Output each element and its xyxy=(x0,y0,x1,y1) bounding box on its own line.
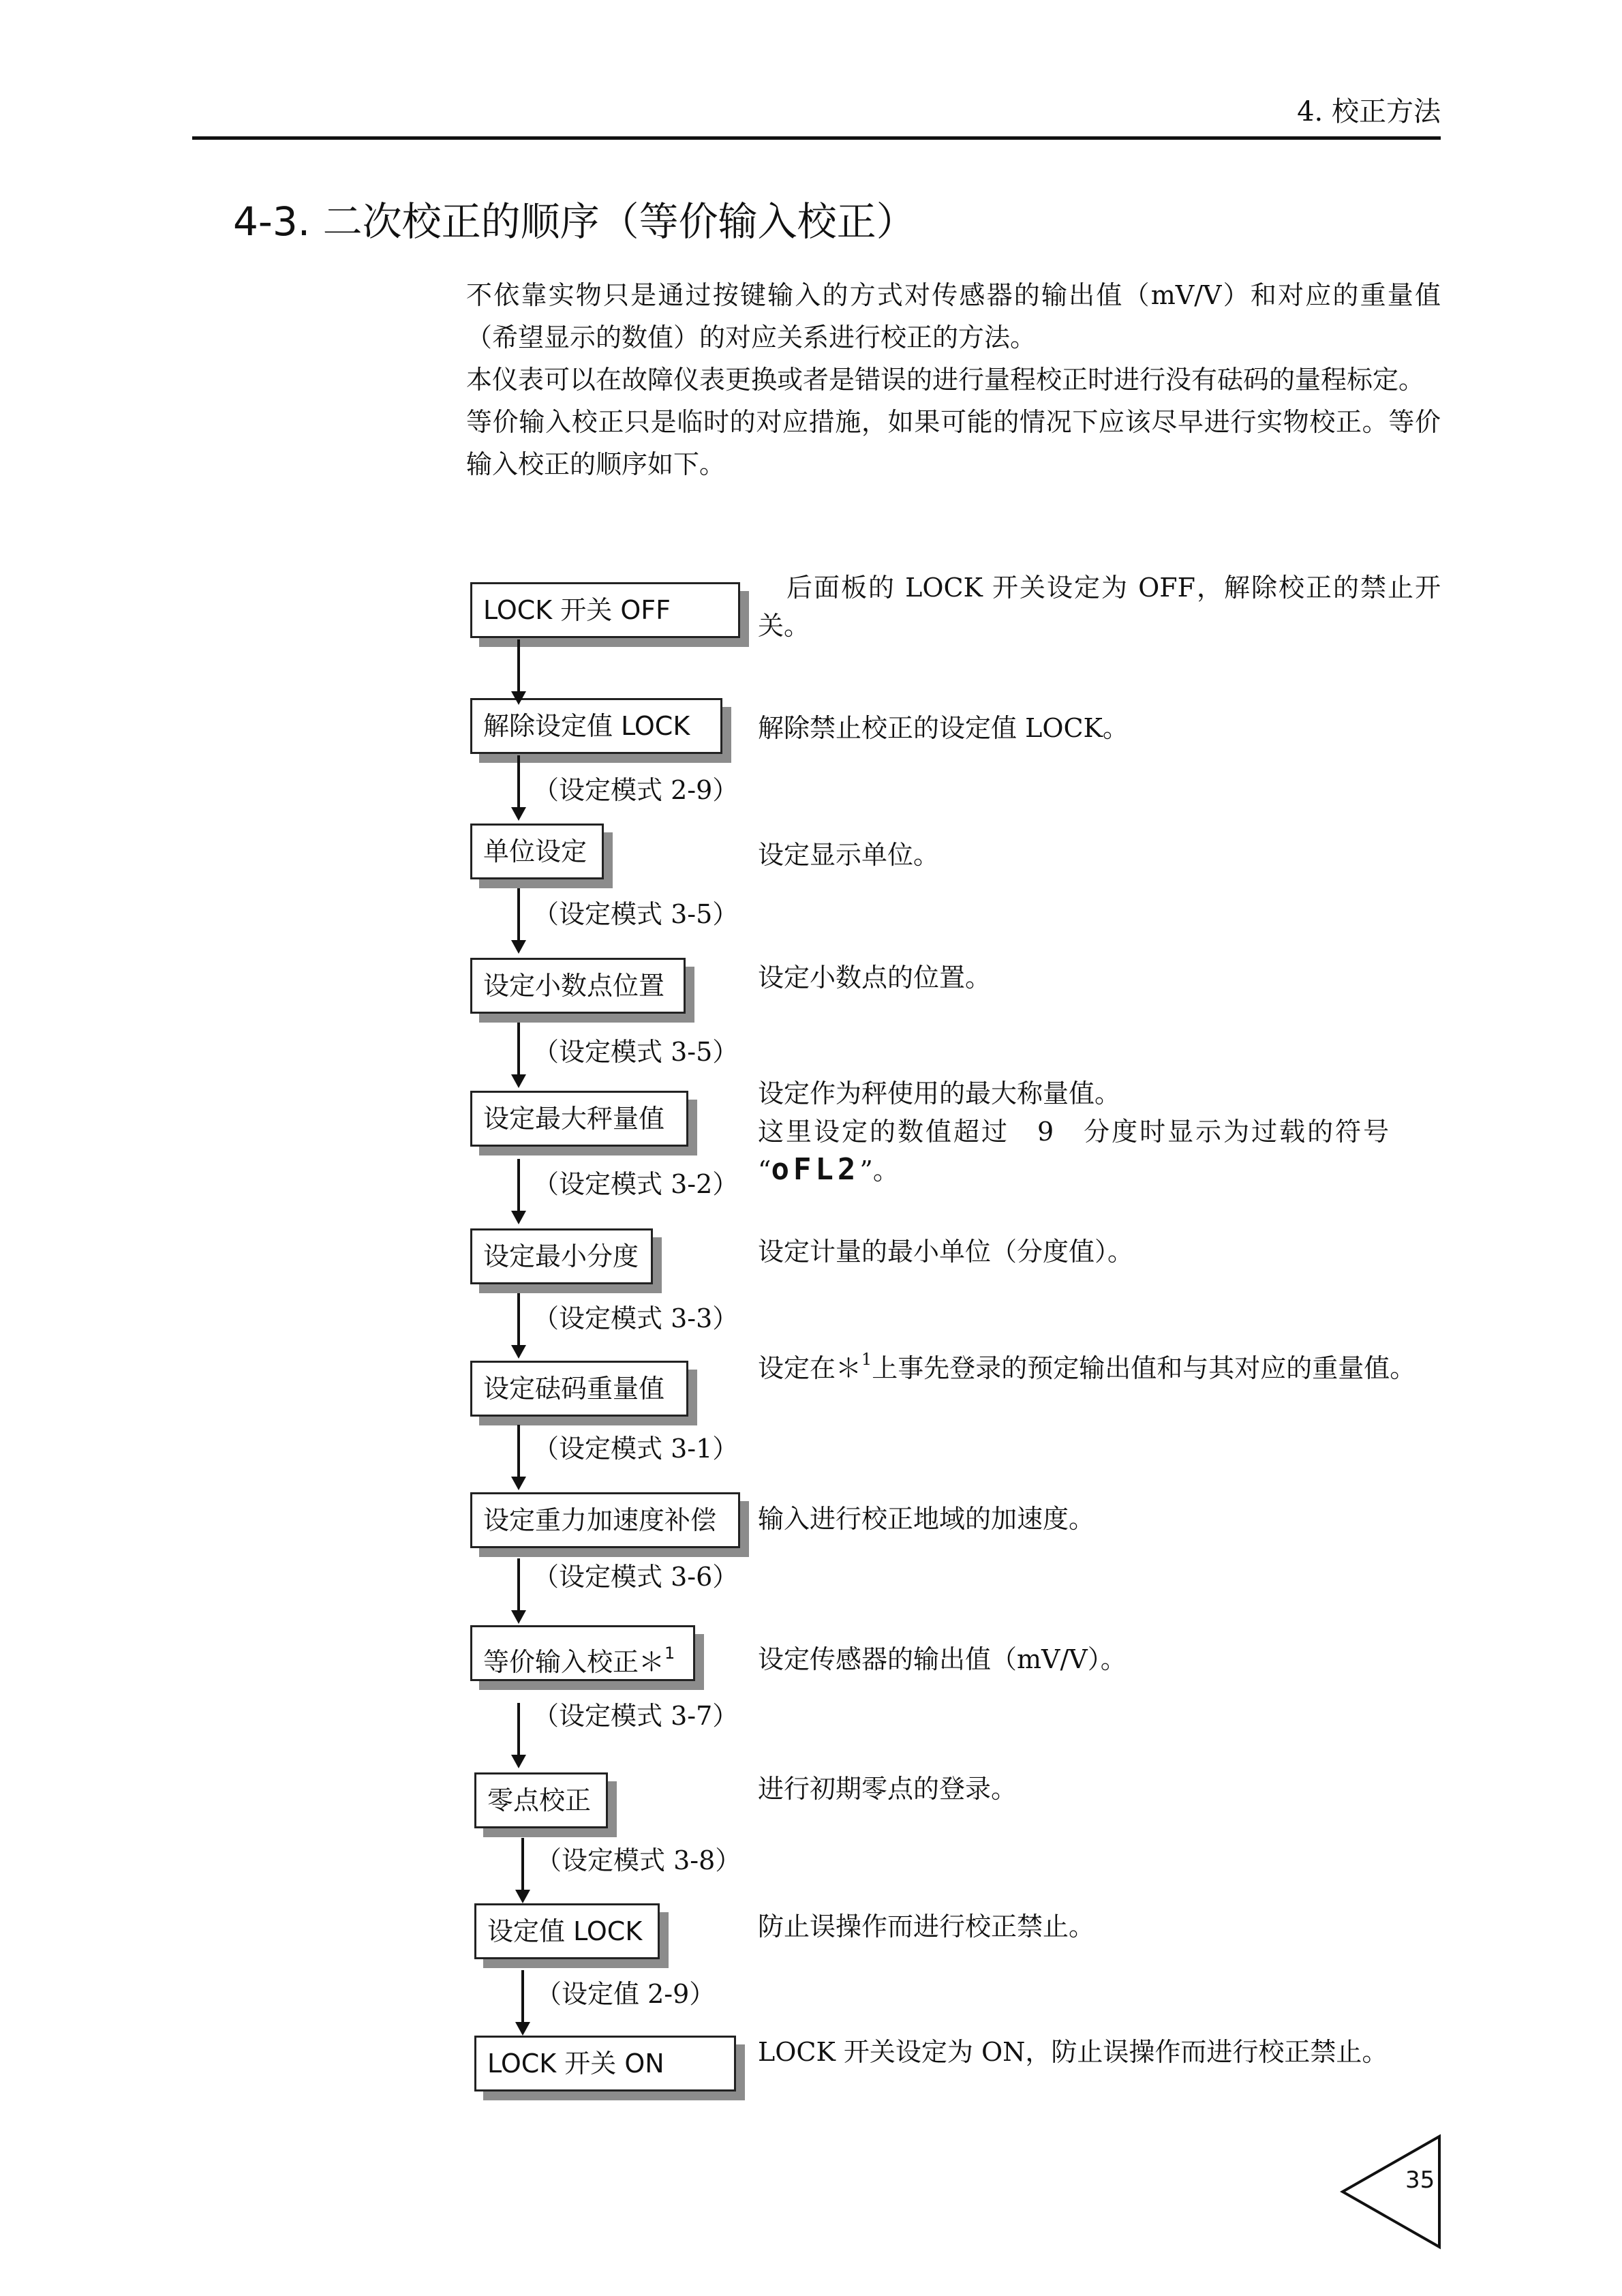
flow-arrow xyxy=(511,1023,526,1088)
flow-step-description: LOCK 开关设定为 ON，防止误操作而进行校正禁止。 xyxy=(758,2037,1388,2067)
flow-transition-label: （设定模式 3-5） xyxy=(533,1037,739,1067)
flow-step-description: 设定传感器的输出值（mV/V）。 xyxy=(758,1644,1127,1674)
overload-symbol: oFL2 xyxy=(771,1152,860,1187)
flow-transition-label: （设定模式 3-1） xyxy=(533,1434,739,1464)
flow-step-release-setting-lock xyxy=(470,698,722,754)
description-text: 上事先登录的预定输出值和与其对应的重量值。 xyxy=(872,1353,1416,1383)
flow-arrow xyxy=(511,755,526,821)
flow-arrow xyxy=(511,1558,526,1624)
flow-step-description-line: 这里设定的数值超过 9 分度时显示为过载的符号 xyxy=(758,1117,1392,1147)
flow-step-description: 解除禁止校正的设定值 LOCK。 xyxy=(758,713,1129,743)
flow-arrow xyxy=(511,1293,526,1359)
flow-step-label: 设定最大秤量值 xyxy=(483,1104,665,1134)
flow-step-description: 设定计量的最小单位（分度值）。 xyxy=(758,1237,1134,1267)
flow-arrow xyxy=(511,1703,526,1768)
flow-step-label: 单位设定 xyxy=(483,836,587,866)
flow-transition-label: （设定模式 3-6） xyxy=(533,1562,739,1592)
flow-step-label: LOCK 开关 ON xyxy=(487,2049,664,2079)
flow-arrow xyxy=(511,1159,526,1224)
flow-step-label: 等价输入校正＊ xyxy=(483,1647,665,1677)
flow-step-unit-setting xyxy=(470,824,604,879)
intro-paragraph: 等价输入校正只是临时的对应措施，如果可能的情况下应该尽早进行实物校正。等价输入校正的顺序如下。 xyxy=(466,407,1441,479)
chapter-title: 4. 校正方法 xyxy=(1297,96,1441,127)
flow-step-label: 设定砝码重量值 xyxy=(483,1374,665,1404)
flow-arrow xyxy=(515,1838,530,1903)
flow-step-label: 设定最小分度 xyxy=(483,1241,639,1271)
flow-step-label: 设定值 LOCK xyxy=(487,1916,643,1946)
flow-arrow xyxy=(511,639,526,705)
quote-open: “ xyxy=(758,1155,771,1185)
description-text: 设定在＊ xyxy=(758,1353,862,1383)
flow-step-gravity-compensation xyxy=(470,1492,740,1548)
flow-step-zero-calibration xyxy=(474,1772,608,1828)
flow-step-label: 设定小数点位置 xyxy=(483,971,665,1001)
flow-step-description: 后面板的 LOCK 开关设定为 OFF，解除校正的禁止开关。 xyxy=(758,573,1441,641)
flow-step-lock-switch-off xyxy=(470,582,740,638)
flow-arrow xyxy=(515,1970,530,2036)
flow-step-description: 进行初期零点的登录。 xyxy=(758,1774,1017,1804)
quote-close: ”。 xyxy=(859,1155,899,1185)
flow-step-description: 设定显示单位。 xyxy=(758,840,940,870)
flow-transition-label: （设定模式 3-3） xyxy=(533,1303,739,1333)
header-rule xyxy=(192,136,1441,140)
flow-step-description: 防止误操作而进行校正禁止。 xyxy=(758,1912,1095,1942)
flow-transition-label: （设定模式 3-7） xyxy=(533,1701,739,1731)
flow-step-description xyxy=(758,1074,1441,1190)
flow-transition-label: （设定值 2-9） xyxy=(536,1979,716,2009)
intro-paragraph: 本仪表可以在故障仪表更换或者是错误的进行量程校正时进行没有砝码的量程标定。 xyxy=(466,365,1425,395)
flow-step-description xyxy=(758,1340,1441,1387)
flow-step-min-division xyxy=(470,1228,653,1284)
flow-step-weight-value xyxy=(470,1361,688,1417)
flow-step-lock-switch-on xyxy=(474,2036,736,2091)
flow-step-label: LOCK 开关 OFF xyxy=(483,595,671,625)
flow-transition-label: （设定模式 3-2） xyxy=(533,1169,739,1199)
flow-transition-label: （设定模式 3-8） xyxy=(536,1845,741,1875)
flow-step-label: 解除设定值 LOCK xyxy=(483,711,690,741)
section-title: 4-3. 二次校正的顺序（等价输入校正） xyxy=(233,198,916,245)
flow-step-description-line: 设定作为秤使用的最大称量值。 xyxy=(758,1078,1121,1108)
flow-step-max-capacity xyxy=(470,1091,688,1147)
intro-text xyxy=(466,274,1441,485)
flow-transition-label: （设定模式 2-9） xyxy=(533,775,739,805)
flow-arrow xyxy=(511,1425,526,1490)
flow-step-description: 设定小数点的位置。 xyxy=(758,963,992,993)
flow-step-label: 设定重力加速度补偿 xyxy=(483,1505,717,1535)
footnote-marker: 1 xyxy=(861,1350,872,1369)
flow-step-description-line xyxy=(758,1151,1441,1190)
flow-step-setting-lock xyxy=(474,1903,660,1959)
flow-transition-label: （设定模式 3-5） xyxy=(533,899,739,929)
intro-paragraph: 不依靠实物只是通过按键输入的方式对传感器的输出值（mV/V）和对应的重量值（希望显示的数值）的对应关系进行校正的方法。 xyxy=(466,280,1441,352)
flow-step-label: 零点校正 xyxy=(487,1785,592,1815)
flow-step-decimal-point xyxy=(470,958,686,1014)
flow-step-description: 输入进行校正地域的加速度。 xyxy=(758,1504,1095,1534)
flow-step-equivalent-input xyxy=(470,1625,695,1681)
footnote-marker: 1 xyxy=(664,1644,675,1663)
page-number: 35 xyxy=(1405,2166,1435,2194)
flow-arrow xyxy=(511,888,526,954)
